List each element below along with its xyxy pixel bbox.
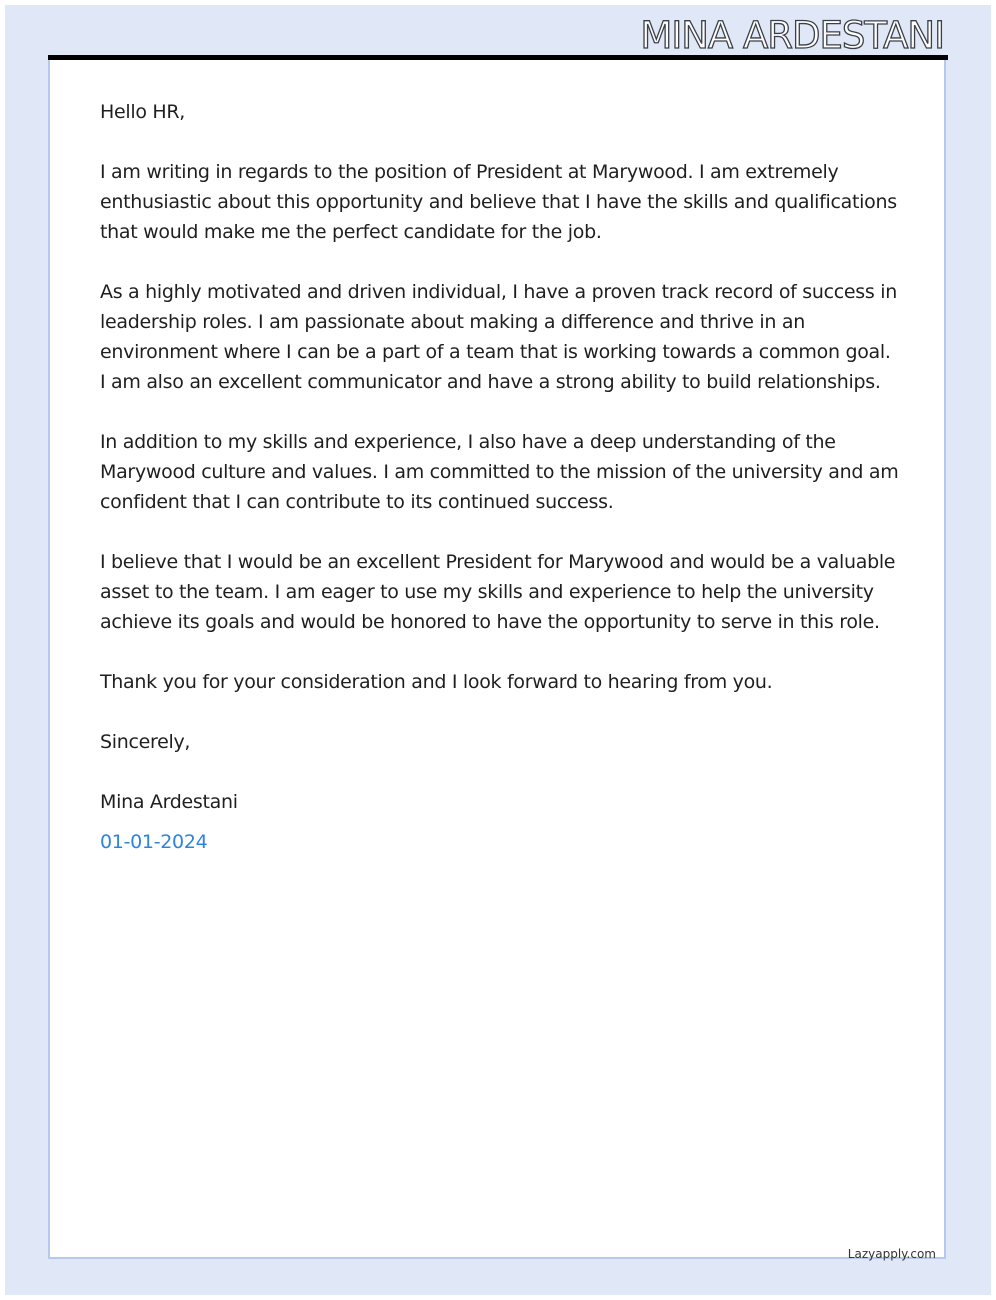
letter-paragraph: I am writing in regards to the position of President at Marywood. I am extremely enthusiastic about this opportunity and believe that I have the skills and qualifications that would make me the perfect candidate for the job.	[100, 161, 897, 243]
letter-signature: Mina Ardestani	[100, 791, 238, 813]
letter-paragraph: In addition to my skills and experience, I also have a deep understanding of the Marywood culture and values. I am committed to the mission of the university and am confident that I can contribute to its continued success.	[100, 431, 899, 513]
letter-date: 01-01-2024	[100, 831, 208, 853]
letter-paragraph: I believe that I would be an excellent President for Marywood and would be a valuable asset to the team. I am eager to use my skills and experience to help the university achieve its goals and would be honored to have the opportunity to serve in this role.	[100, 551, 896, 633]
applicant-name-title: MINA ARDESTANI	[640, 14, 944, 57]
footer-brand: Lazyapply.com	[847, 1247, 936, 1261]
letter-paragraph: As a highly motivated and driven individual, I have a proven track record of success in leadership roles. I am passionate about making a difference and thrive in an environment where I can be a part of a team that is working towards a common goal. I am also an excellent communicator and have a strong ability to build relationships.	[100, 281, 897, 393]
letter-paragraph: Thank you for your consideration and I look forward to hearing from you.	[100, 671, 773, 693]
letter-greeting: Hello HR,	[100, 101, 186, 123]
letter-closing: Sincerely,	[100, 731, 191, 753]
letter-body	[100, 97, 900, 857]
